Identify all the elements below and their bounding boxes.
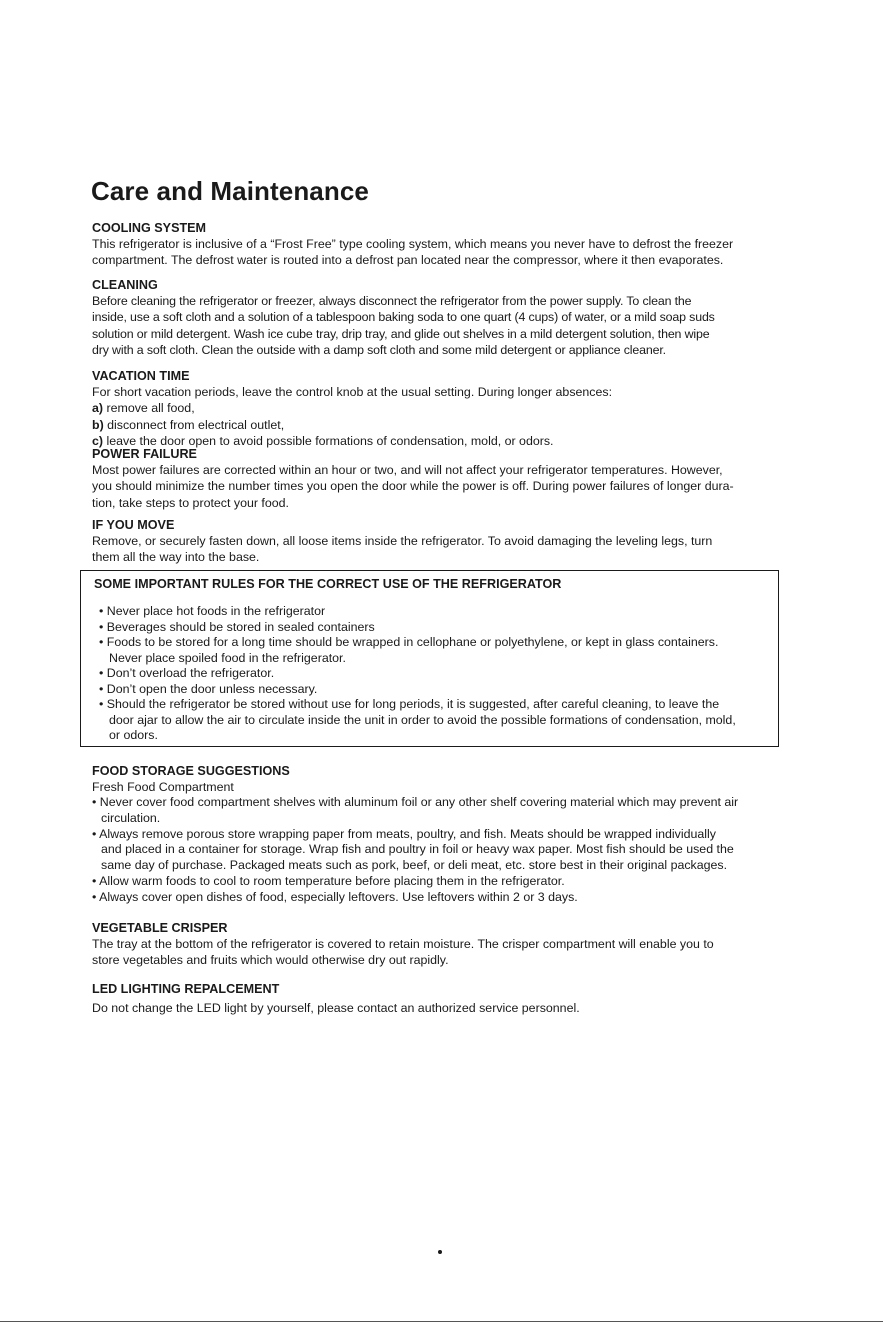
page-bottom-rule	[0, 1321, 883, 1322]
text-line: Never place spoiled food in the refrigerator.	[109, 650, 346, 665]
text-line: • Always remove porous store wrapping paper from meats, poultry, and fish. Meats should be wrapped individually	[92, 826, 716, 841]
rules-list	[99, 604, 736, 744]
text-line: • Allow warm foods to cool to room temperature before placing them in the refrigerator.	[92, 873, 565, 888]
section-heading: FOOD STORAGE SUGGESTIONS	[92, 764, 290, 778]
text-line: and placed in a container for storage. Wrap fish and poultry in foil or heavy wax paper. Most fish should be used the	[101, 842, 734, 857]
section-subheading	[92, 779, 792, 795]
text-line: circulation.	[101, 811, 161, 825]
item-text: leave the door open to avoid possible formations of condensation, mold, or odors.	[103, 433, 554, 448]
section-body	[92, 236, 792, 269]
text-line: Do not change the LED light by yourself, please contact an authorized service personnel.	[92, 1001, 580, 1015]
text-line: • Always cover open dishes of food, especially leftovers. Use leftovers within 2 or 3 days.	[92, 889, 578, 904]
rules-heading: SOME IMPORTANT RULES FOR THE CORRECT USE OF THE REFRIGERATOR	[94, 577, 562, 591]
section-body	[92, 533, 792, 566]
text-line: • Should the refrigerator be stored without use for long periods, it is suggested, after careful cleaning, to leave the	[99, 697, 720, 711]
text-line: door ajar to allow the air to circulate inside the unit in order to avoid the possible formations of condensation, mold,	[109, 712, 736, 727]
item-marker: c)	[92, 433, 104, 448]
text-line: The tray at the bottom of the refrigerator is covered to retain moisture. The crisper compartment will enable you to	[92, 937, 714, 951]
section-vacation-time	[92, 368, 792, 449]
list-item	[99, 635, 736, 666]
text-line: Most power failures are corrected within an hour or two, and will not affect your refrigerator temperatures. However,	[92, 463, 723, 477]
text-line: For short vacation periods, leave the control knob at the usual setting. During longer absences:	[92, 385, 613, 399]
section-food-storage	[92, 763, 792, 905]
section-body	[92, 1000, 792, 1016]
section-heading: CLEANING	[92, 278, 158, 292]
section-body	[92, 293, 792, 358]
section-body	[92, 462, 792, 511]
page-title: Care and Maintenance	[91, 176, 369, 206]
section-cleaning	[92, 277, 792, 358]
text-line: same day of purchase. Packaged meats such as pork, beef, or deli meat, etc. store best in their original packages.	[101, 858, 728, 873]
section-power-failure	[92, 446, 792, 511]
text-line: • Foods to be stored for a long time should be wrapped in cellophane or polyethylene, or kept in glass containers.	[99, 635, 719, 649]
list-item	[99, 697, 736, 744]
list-item	[92, 827, 792, 874]
text-line: • Never place hot foods in the refrigerator	[99, 604, 326, 618]
section-intro	[92, 384, 792, 400]
section-heading: VEGETABLE CRISPER	[92, 921, 228, 935]
item-marker: b)	[92, 417, 104, 432]
text-line: Before cleaning the refrigerator or freezer, always disconnect the refrigerator from the power supply. To clean the	[92, 294, 692, 308]
text-line: solution or mild detergent. Wash ice cube tray, drip tray, and glide out shelves in a mild detergent solution, then wipe	[92, 326, 710, 341]
section-heading: IF YOU MOVE	[92, 518, 175, 532]
text-line: Fresh Food Compartment	[92, 780, 234, 794]
list-item	[92, 795, 792, 826]
list-item	[99, 604, 736, 620]
section-vegetable-crisper	[92, 920, 792, 969]
text-line: tion, take steps to protect your food.	[92, 495, 289, 510]
list-item	[99, 666, 736, 682]
text-line: • Beverages should be stored in sealed containers	[99, 619, 375, 634]
list-item	[99, 682, 736, 698]
text-line: inside, use a soft cloth and a solution of a tablespoon baking soda to one quart (4 cups) of water, or a mild soap suds	[92, 310, 715, 325]
text-line: you should minimize the number times you open the door while the power is off. During power failures of longer dura-	[92, 479, 734, 494]
text-line: them all the way into the base.	[92, 550, 260, 565]
list-item	[92, 400, 792, 416]
section-cooling-system	[92, 220, 792, 269]
section-heading: POWER FAILURE	[92, 447, 197, 461]
list-item	[92, 874, 792, 890]
item-text: disconnect from electrical outlet,	[103, 417, 285, 432]
text-line: compartment. The defrost water is routed into a defrost pan located near the compressor, where it then evaporates.	[92, 253, 724, 268]
list-item	[99, 620, 736, 636]
section-led-lighting	[92, 981, 792, 1016]
text-line: • Never cover food compartment shelves with aluminum foil or any other shelf covering material which may prevent air	[92, 795, 739, 810]
section-body	[92, 936, 792, 969]
text-line: store vegetables and fruits which would otherwise dry out rapidly.	[92, 953, 449, 968]
text-line: • Don’t open the door unless necessary.	[99, 681, 318, 696]
text-line: Remove, or securely fasten down, all loose items inside the refrigerator. To avoid damaging the leveling legs, turn	[92, 534, 713, 548]
item-text: remove all food,	[103, 401, 195, 416]
text-line: • Don’t overload the refrigerator.	[99, 666, 275, 680]
important-rules-box	[80, 570, 779, 747]
list-item	[92, 417, 792, 433]
text-line: This refrigerator is inclusive of a “Frost Free” type cooling system, which means you never have to defrost the freezer	[92, 237, 734, 251]
section-heading: VACATION TIME	[92, 369, 190, 383]
food-tips-list	[92, 795, 792, 905]
text-line: dry with a soft cloth. Clean the outside with a damp soft cloth and some mild detergent or appliance cleaner.	[92, 342, 666, 357]
section-heading: LED LIGHTING REPALCEMENT	[92, 982, 280, 996]
item-marker: a)	[92, 401, 104, 416]
section-if-you-move	[92, 517, 792, 566]
page-marker-dot	[438, 1250, 442, 1254]
text-line: or odors.	[109, 728, 158, 742]
list-item	[92, 890, 792, 906]
section-heading: COOLING SYSTEM	[92, 221, 207, 235]
